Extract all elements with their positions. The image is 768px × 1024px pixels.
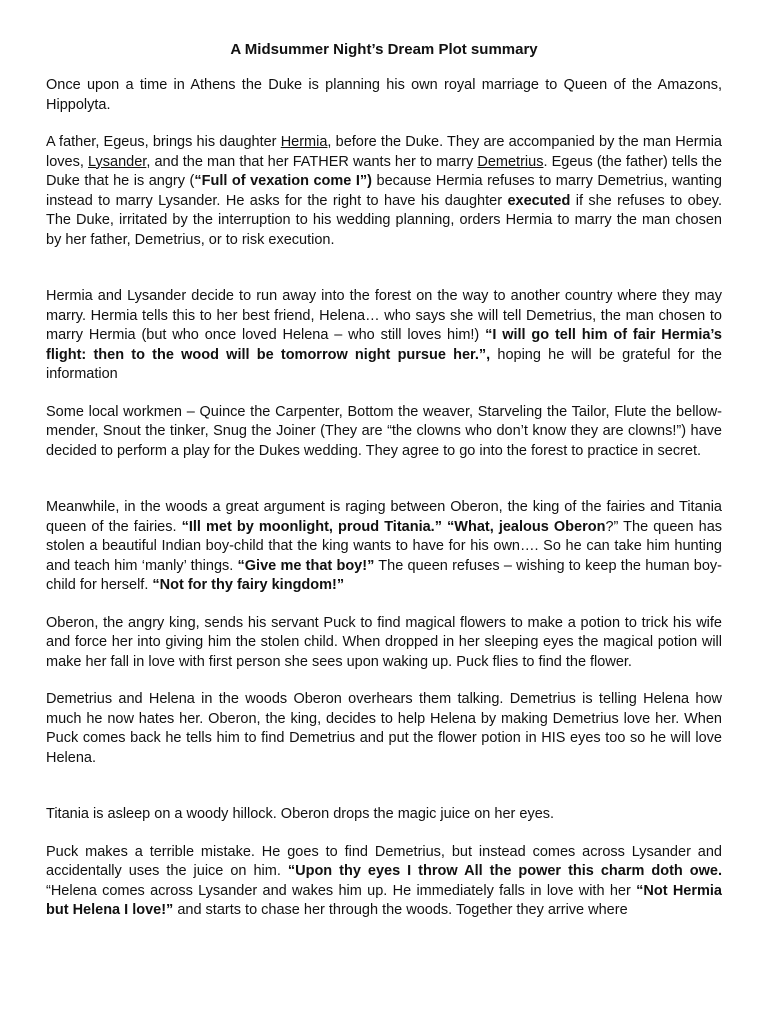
paragraph-workmen	[46, 403, 722, 462]
paragraph-text: “Helena comes across Lysander and wakes him up. He immediately falls in love with her	[46, 882, 637, 899]
paragraph-text: ?” The queen has stolen a beautiful Indian boy-child that the king wants to have for his own…. So he can take him hunting and teach him ‘manly’ things.	[46, 518, 723, 574]
paragraph-text: Once upon a time in Athens the Duke is planning his own royal marriage to Queen of the Amazons, Hippolyta.	[46, 77, 722, 113]
underlined-name-hermia: Hermia	[280, 134, 328, 150]
bold-word-executed: executed	[507, 192, 571, 209]
bold-quote: “Ill met by moonlight, proud Titania.”	[181, 518, 442, 535]
paragraph-demetrius-helena	[46, 690, 722, 768]
paragraph-text: Puck makes a terrible mistake. He goes to find Demetrius, but instead comes across Lysander and accidentally uses the juice on him.	[46, 843, 722, 879]
paragraph-text: hoping he will be grateful for the information	[46, 346, 723, 382]
paragraph-text: Meanwhile, in the woods a great argument is raging between Oberon, the king of the fairies and Titania queen of the fairies.	[46, 499, 722, 535]
paragraph-text: Hermia and Lysander decide to run away into the forest on the way to another country where they may marry. Hermia tells this to her best friend, Helena… who says she will tell Demetrius, the man chosen to marry Hermia (but who once loved Helena – who still loves him!)	[46, 288, 722, 343]
underlined-name-demetrius: Demetrius	[477, 153, 544, 170]
underlined-name-lysander: Lysander	[88, 153, 147, 170]
paragraph-text: Some local workmen – Quince the Carpenter, Bottom the weaver, Starveling the Tailor, Flute the bellow-mender, Snout the tinker, Snug the Joiner (They are “the clowns who don’t know they are clowns!”) have decided to perform a play for the Dukes wedding. They agree to go into the forest to practice in secret.	[46, 403, 722, 459]
paragraph-text: , before the Duke. They are accompanied by the man Hermia loves,	[46, 134, 722, 170]
bold-quote: “Full of vexation come I”)	[194, 173, 372, 189]
bold-quote: “Upon thy eyes I throw All the power this charm doth owe.	[287, 863, 722, 879]
paragraph-text: Demetrius and Helena in the woods Oberon overhears them talking. Demetrius is telling Helena how much he now hates her. Oberon, the king, decides to help Helena by making Demetrius love her. When Puck comes back he tells him to find Demetrius and put the flower potion in HIS eyes too so he will love Helena.	[46, 691, 722, 766]
paragraph-oberon-titania	[46, 498, 722, 596]
bold-quote: “Give me that boy!”	[237, 557, 375, 574]
bold-quote: “What, jealous Oberon	[447, 518, 606, 535]
paragraph-text: A father, Egeus, brings his daughter	[46, 134, 281, 150]
paragraph-text: Titania is asleep on a woody hillock. Oberon drops the magic juice on her eyes.	[46, 806, 555, 822]
bold-quote: “Not Hermia but Helena I love!”	[46, 882, 722, 918]
paragraph-text: . Egeus (the father) tells the Duke that he is angry (	[46, 153, 722, 189]
paragraph-text: , and the man that her FATHER wants her to marry	[146, 153, 478, 170]
paragraph-text: The queen refuses – wishing to keep the human boy-child for herself.	[46, 557, 722, 593]
document-title: A Midsummer Night’s Dream Plot summary	[230, 41, 538, 58]
bold-quote: “Not for thy fairy kingdom!”	[152, 577, 345, 593]
paragraph-egeus	[46, 133, 722, 250]
paragraph-text: and starts to chase her through the woods. Together they arrive where	[173, 902, 628, 918]
paragraph-text: because Hermia refuses to marry Demetrius, wanting instead to marry Lysander. He asks for the right to have his daughter	[46, 173, 722, 209]
paragraph-puck-mistake	[46, 843, 722, 921]
paragraph-text: if she refuses to obey. The Duke, irritated by the interruption to his wedding planning, orders Hermia to marry the man chosen by her father, Demetrius, or to risk execution.	[46, 192, 722, 248]
paragraph-puck-flowers	[46, 614, 722, 673]
paragraph-run-away	[46, 287, 722, 385]
paragraph-athens-duke	[46, 76, 722, 115]
bold-quote: “I will go tell him of fair Hermia’s flight: then to the wood will be tomorrow night pursue her.”,	[46, 327, 722, 363]
paragraph-text: Oberon, the angry king, sends his servant Puck to find magical flowers to make a potion to trick his wife and force her into giving him the stolen child. When dropped in her sleeping eyes the magical potion will make her fall in love with first person she sees upon waking up. Puck flies to find the flower.	[46, 614, 722, 670]
paragraph-titania-asleep	[46, 805, 722, 825]
